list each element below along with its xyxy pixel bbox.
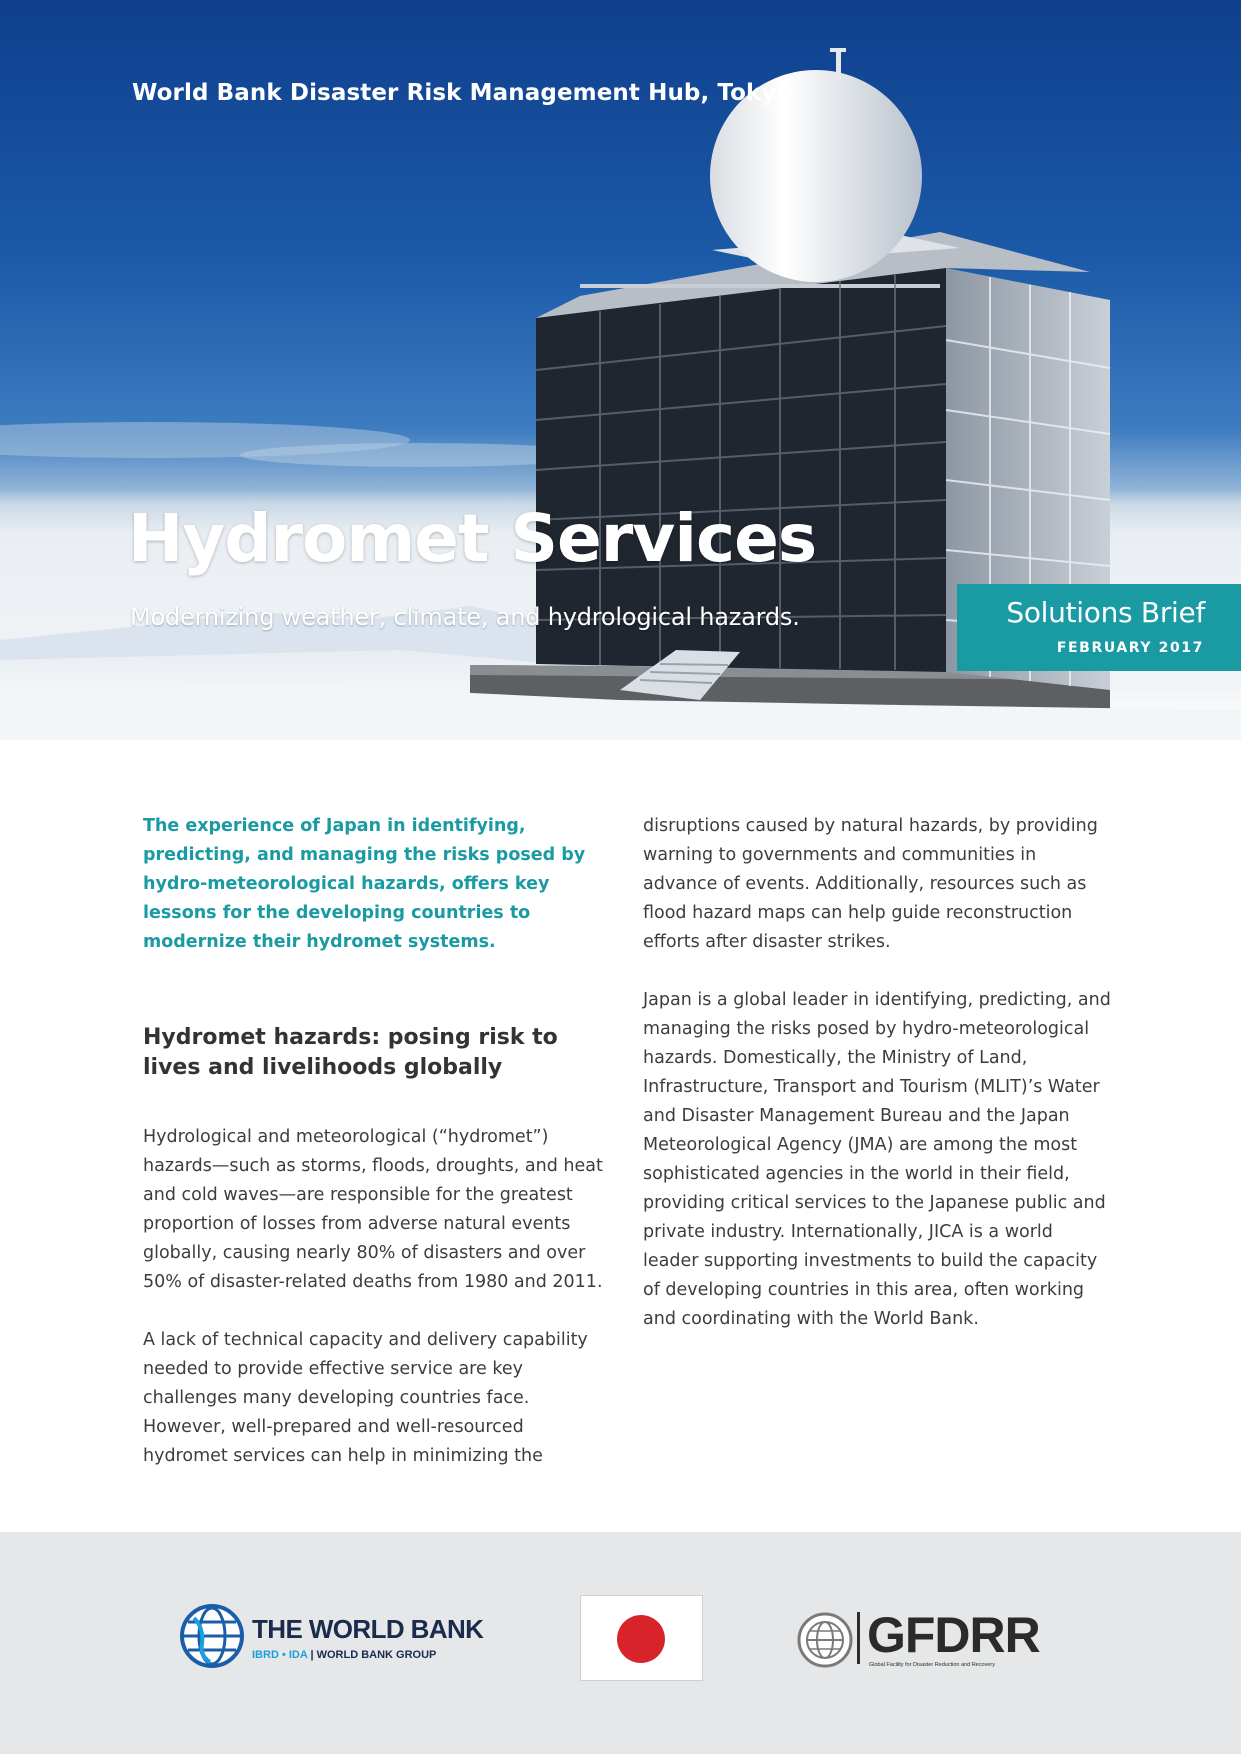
page-subtitle: Modernizing weather, climate, and hydrological hazards.: [130, 603, 800, 631]
solutions-brief-badge: [957, 584, 1241, 671]
hub-name: World Bank Disaster Risk Management Hub, Tokyo: [132, 80, 793, 106]
gfdrr-name: GFDRR: [867, 1607, 1040, 1663]
globe-icon: [180, 1604, 244, 1668]
gfdrr-divider: [857, 1612, 860, 1664]
japan-flag: [580, 1595, 703, 1681]
right-column: [643, 812, 1113, 1334]
section-heading: Hydromet hazards: posing risk to lives and livelihoods globally: [143, 1025, 558, 1080]
body-paragraph: disruptions caused by natural hazards, by providing warning to governments and communities in advance of events. Additionally, resources such as flood hazard maps can help guide reconstruction efforts after disaster strikes.: [643, 816, 1098, 952]
world-bank-subtitle: IBRD • IDA | WORLD BANK GROUP: [252, 1649, 437, 1661]
brief-label: Solutions Brief: [1006, 596, 1205, 629]
body-paragraph: A lack of technical capacity and delivery capability needed to provide effective service are key challenges many developing countries face. However, well-prepared and well-resourced hydromet services can help in minimizing the: [143, 1330, 588, 1466]
brief-date: FEBRUARY 2017: [1056, 640, 1204, 656]
intro-paragraph: The experience of Japan in identifying, predicting, and managing the risks posed by hydro-meteorological hazards, offers key lessons for the developing countries to modernize their hydromet systems.: [143, 816, 586, 952]
body-paragraph: Japan is a global leader in identifying, predicting, and managing the risks posed by hydro-meteorological hazards. Domestically, the Ministry of Land, Infrastructure, Transport and Tourism (MLIT)’s Water and Disaster Management Bureau and the Japan Meteorological Agency (JMA) are among the most sophisticated agencies in the world in their field, providing critical services to the Japanese public and private industry. Internationally, JICA is a world leader supporting investments to build the capacity of developing countries in this area, often working and coordinating with the World Bank.: [643, 990, 1111, 1329]
world-bank-name: THE WORLD BANK: [252, 1614, 484, 1644]
gfdrr-full-name: Global Facility for Disaster Reduction and Recovery: [869, 1662, 995, 1668]
ibrd-ida-label: IBRD • IDA: [252, 1649, 308, 1661]
gfdrr-emblem-icon: [797, 1612, 853, 1668]
world-bank-logo: [180, 1604, 500, 1674]
hero-banner: [0, 0, 1241, 740]
flag-red-disc: [617, 1615, 665, 1663]
body-paragraph: Hydrological and meteorological (“hydromet”) hazards—such as storms, floods, droughts, and heat and cold waves—are responsible for the greatest proportion of losses from adverse natural events globally, causing nearly 80% of disasters and over 50% of disaster-related deaths from 1980 and 2011.: [143, 1127, 603, 1292]
gfdrr-logo: [797, 1604, 1057, 1676]
left-column: [143, 812, 603, 1471]
world-bank-group-label: WORLD BANK GROUP: [316, 1649, 437, 1661]
page-title: Hydromet Services: [128, 500, 817, 577]
